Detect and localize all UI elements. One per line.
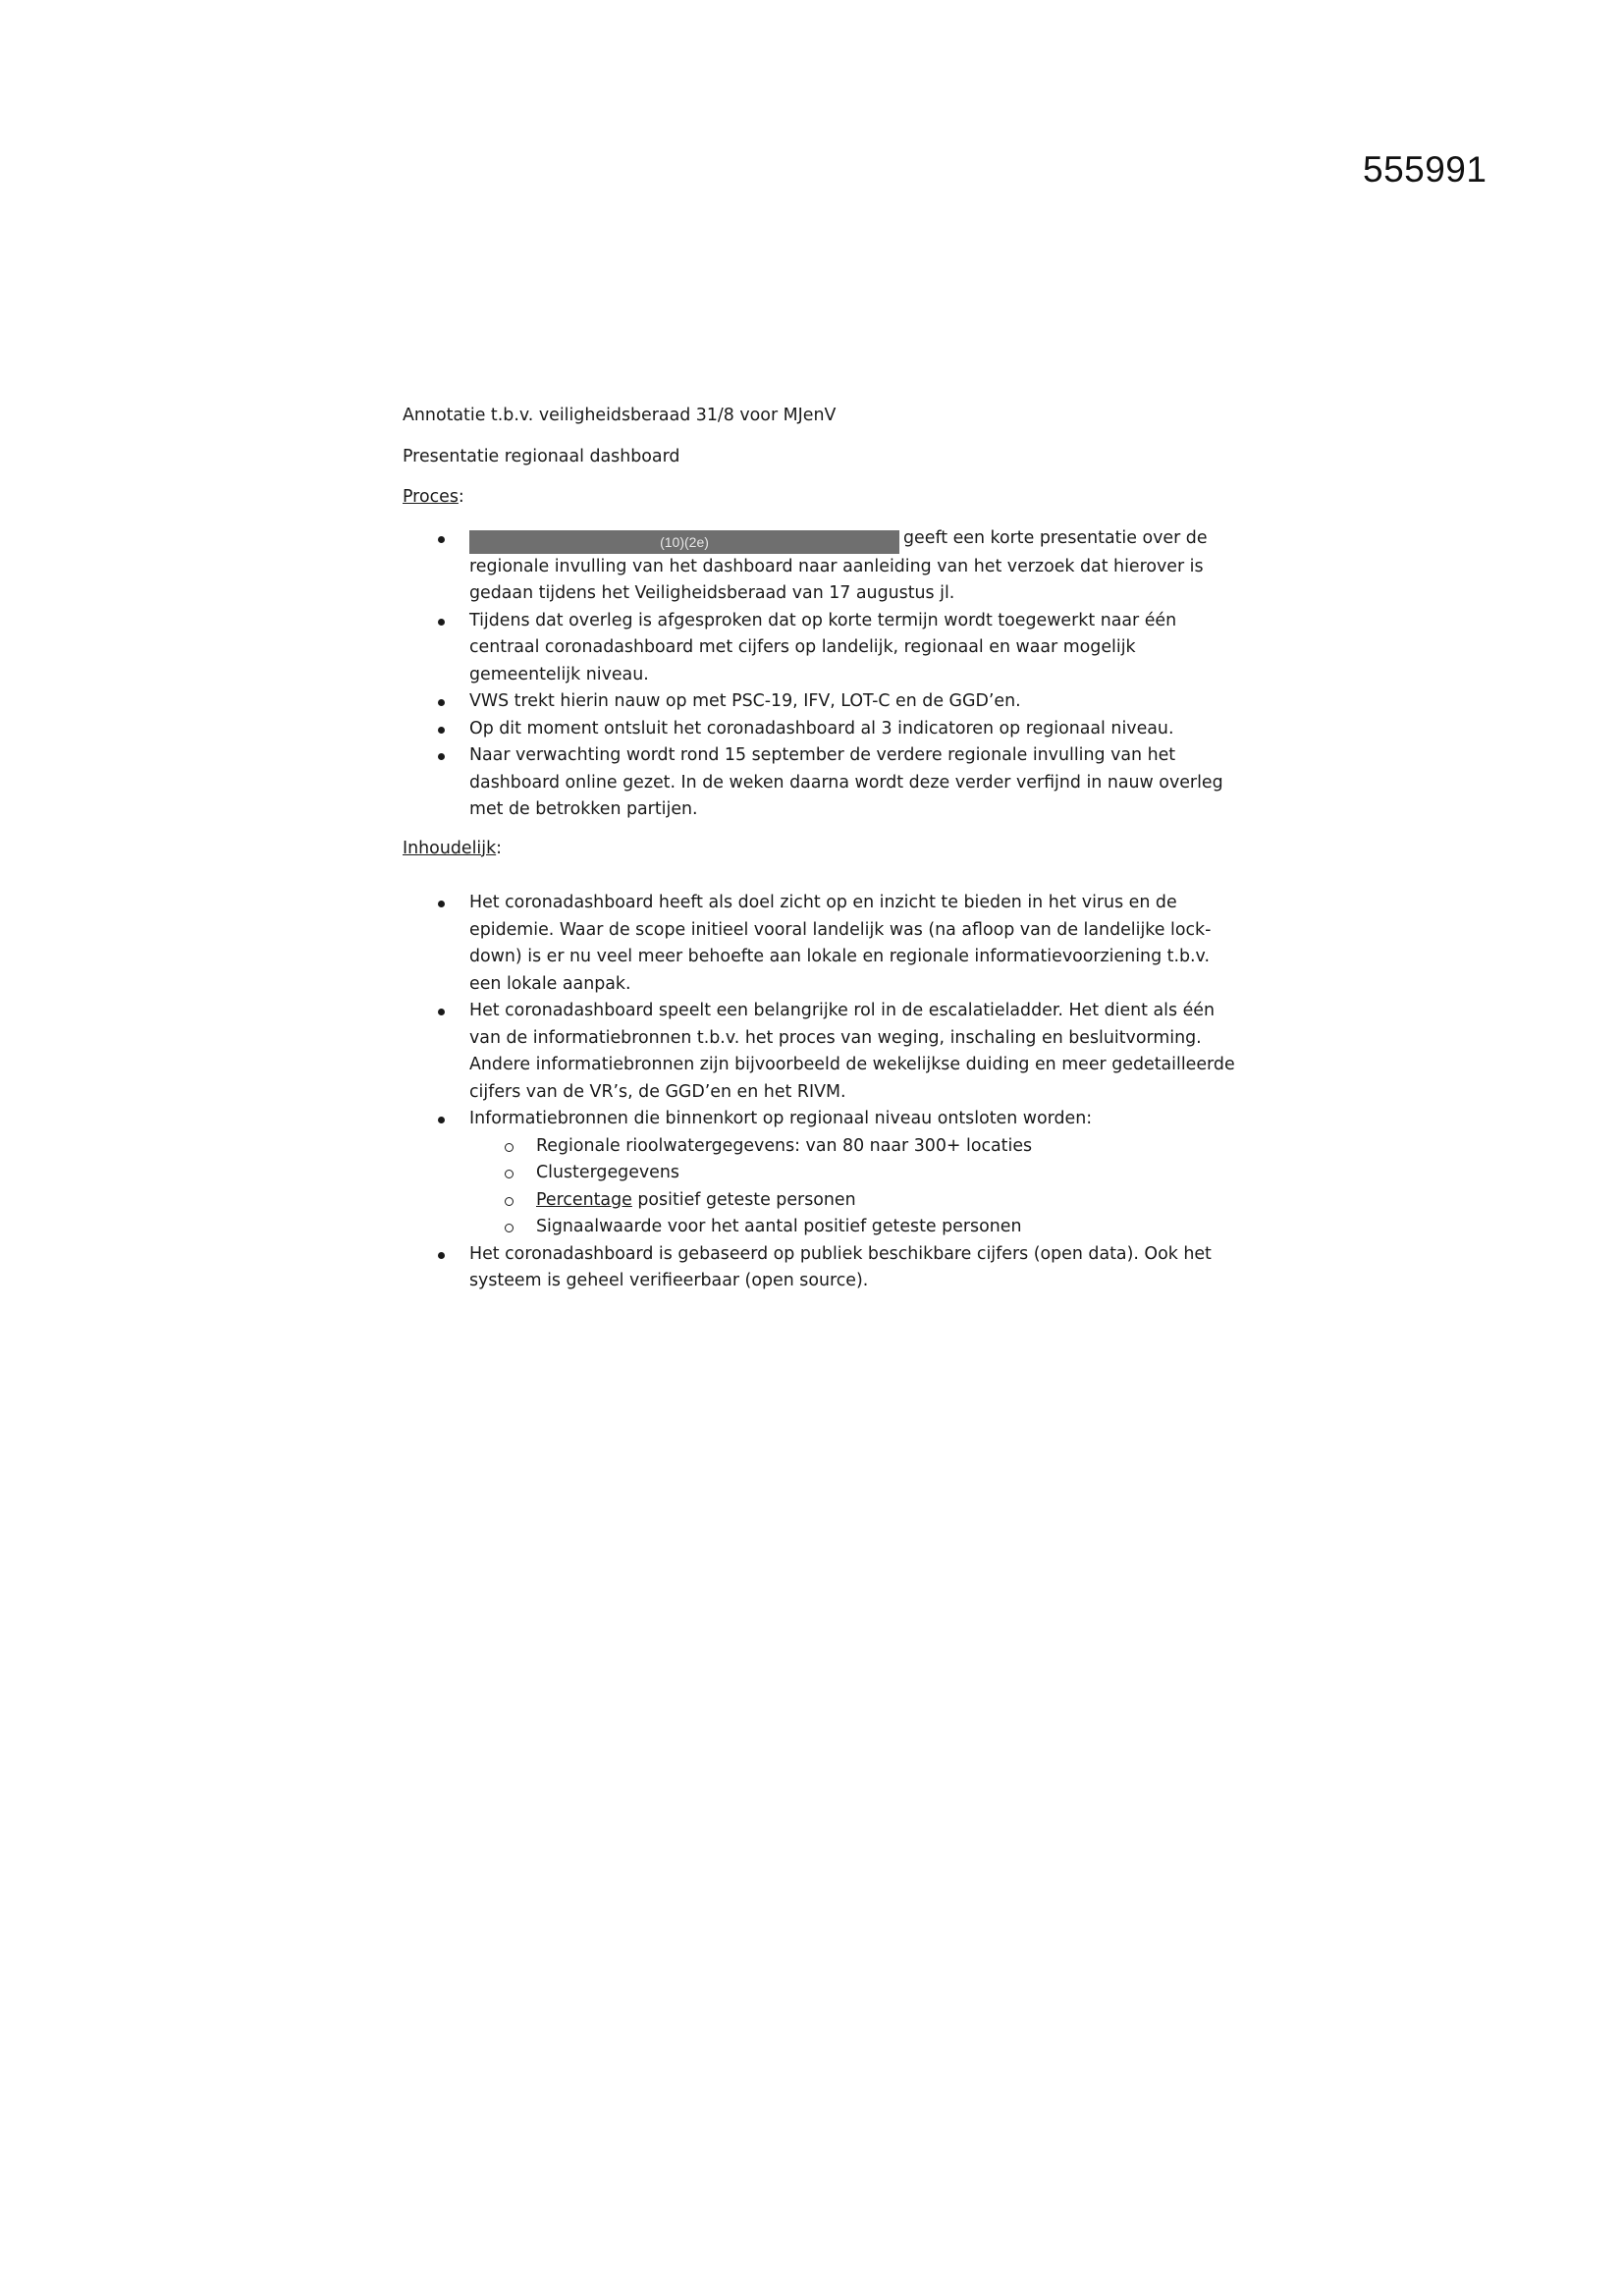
proces-item: Tijdens dat overleg is afgesproken dat op korte termijn wordt toegewerkt naar één centraal coronadashboard met cijfers op landelijk, regionaal en waar mogelijk gemeentelijk niveau. <box>403 608 1237 689</box>
document-subtitle: Presentatie regionaal dashboard <box>403 446 680 466</box>
proces-item <box>403 525 1237 608</box>
section-heading-inhoudelijk-label: Inhoudelijk <box>403 838 497 858</box>
section-heading-proces-colon: : <box>458 487 464 507</box>
percentage-rest: positief geteste personen <box>631 1189 856 1210</box>
proces-item: Naar verwachting wordt rond 15 september de verdere regionale invulling van het dashboard online gezet. In de weken daarna wordt deze verder verfijnd in nauw overleg met de betrokken partijen. <box>403 742 1237 824</box>
inhoudelijk-list <box>403 890 1237 1295</box>
redaction-block: (10)(2e) <box>469 530 899 554</box>
source-sub-item <box>469 1187 1237 1215</box>
proces-item: Op dit moment ontsluit het coronadashboard al 3 indicatoren op regionaal niveau. <box>403 716 1237 743</box>
document-body <box>403 403 1237 1295</box>
document-title: Annotatie t.b.v. veiligheidsberaad 31/8 voor MJenV <box>403 406 837 425</box>
inhoudelijk-item <box>403 1106 1237 1241</box>
source-sub-item: Regionale rioolwatergegevens: van 80 naar 300+ locaties <box>469 1133 1237 1161</box>
section-heading-inhoudelijk <box>403 836 1237 863</box>
inhoudelijk-item: Het coronadashboard is gebaseerd op publiek beschikbare cijfers (open data). Ook het systeem is geheel verifieerbaar (open source). <box>403 1241 1237 1295</box>
source-sub-item: Signaalwaarde voor het aantal positief geteste personen <box>469 1214 1237 1241</box>
document-number: 555991 <box>1363 149 1488 190</box>
inhoudelijk-item: Het coronadashboard speelt een belangrijke rol in de escalatieladder. Het dient als één van de informatiebronnen t.b.v. het proces van weging, inschaling en besluitvorming. Andere informatiebronnen zijn bijvoorbeeld de wekelijkse duiding en meer gedetailleerde cijfers van de VR’s, de GGD’en en het RIVM. <box>403 998 1237 1106</box>
percentage-underlined: Percentage <box>536 1189 632 1210</box>
section-inhoudelijk <box>403 836 1237 1295</box>
inhoudelijk-item: Het coronadashboard heeft als doel zicht op en inzicht te bieden in het virus en de epidemie. Waar de scope initieel vooral landelijk was (na afloop van de landelijke lock-down) is er nu veel meer behoefte aan lokale en regionale informatievoorziening t.b.v. een lokale aanpak. <box>403 890 1237 998</box>
section-heading-proces-label: Proces <box>403 487 459 507</box>
section-heading-proces <box>403 484 1237 512</box>
section-proces <box>403 484 1237 824</box>
sources-sublist <box>469 1133 1237 1241</box>
source-sub-item: Clustergegevens <box>469 1160 1237 1187</box>
proces-item: VWS trekt hierin nauw op met PSC-19, IFV, LOT-C en de GGD’en. <box>403 688 1237 716</box>
section-heading-inhoudelijk-colon: : <box>496 838 502 858</box>
sources-intro: Informatiebronnen die binnenkort op regionaal niveau ontsloten worden: <box>469 1109 1093 1128</box>
proces-list <box>403 525 1237 824</box>
proces-item-text: geeft een korte presentatie over de regionale invulling van het dashboard naar aanleiding van het verzoek dat hierover is gedaan tijdens het Veiligheidsberaad van 17 augustus jl. <box>469 527 1208 603</box>
